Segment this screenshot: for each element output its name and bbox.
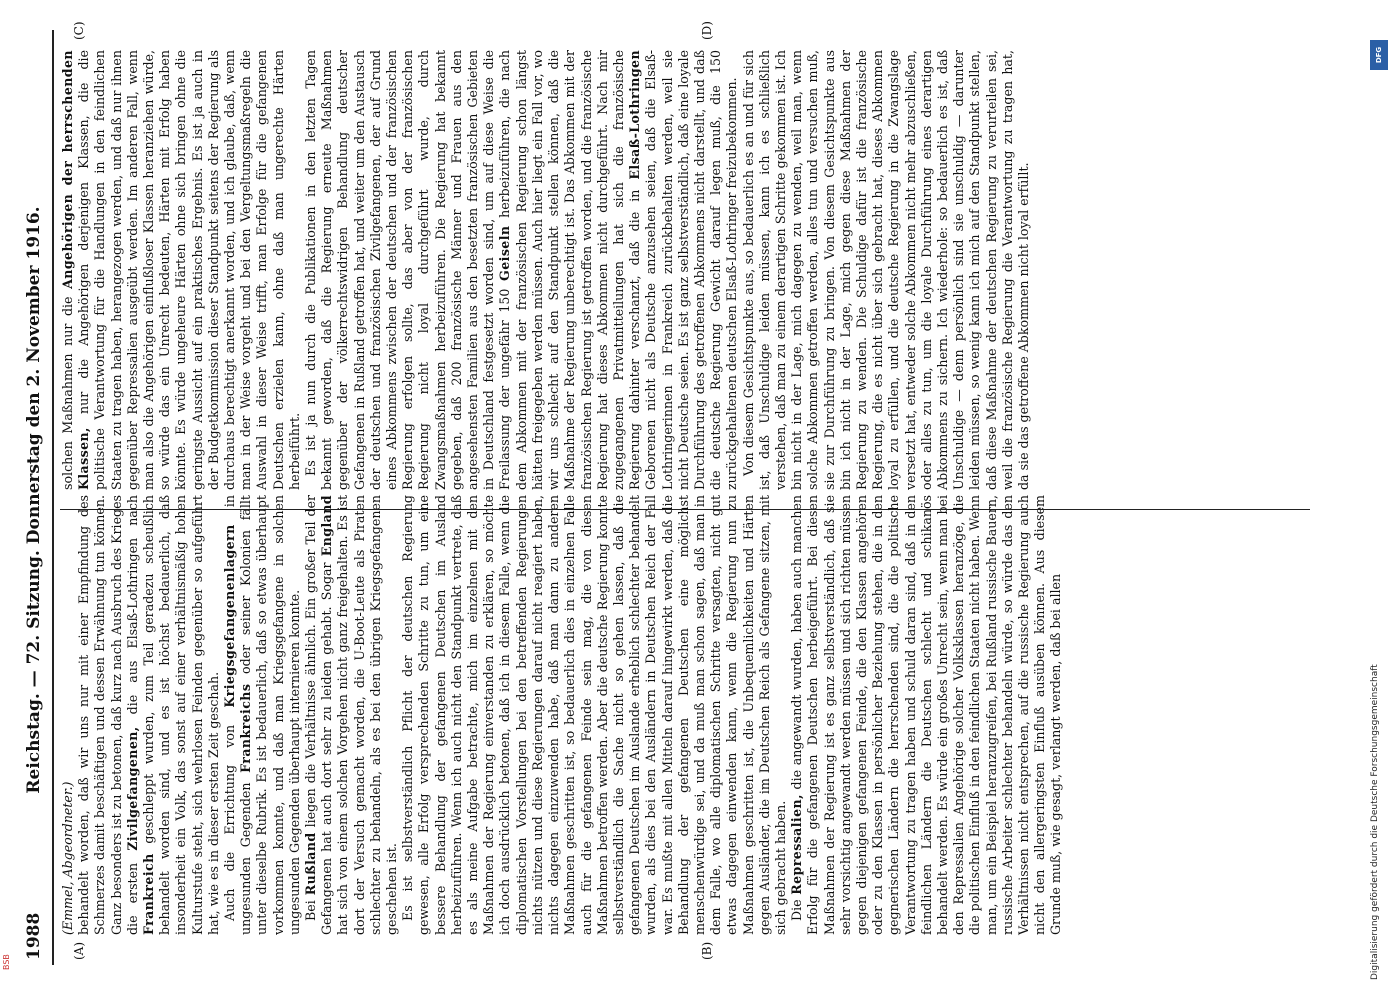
text-run: Auch die Errichtung von (222, 724, 238, 921)
bold-term: Angehörigen der herrschenden Klassen, (60, 50, 92, 490)
margin-letter-d: (D) (700, 21, 714, 40)
paragraph: Es ist selbstverständlich Pflicht der deutschen Regierung gewesen, alle Erfolg versprechenden Schritte zu tun, um eine bessere Behandlung der gefangenen Deutschen im Ausland herbeizuführen. Wenn ich auch nicht den Standpunkt vertrete, daß es als meine Aufgabe betrachte, mich im einzelnen mit den Maßnahmen der Regierung einverstanden zu erklären, so möchte ich doch ausdrücklich betonen, daß ich in diesem Falle, wenn die diplomatischen Vorstellungen bei den betreffenden Regierungen nichts nützen und diese Regierungen darauf nicht reagiert haben, nichts dagegen einzuwenden habe, daß man dann zu anderen Maßnahmen geschritten ist, so bedauerlich dies in einzelnen Falle auch für die gefangenen Feinde sein mag, die von diesen Maßnahmen betroffen werden. Aber die deutsche Regierung konnte selbstverständlich die Sache nicht so gehen lassen, daß die gefangenen Deutschen im Auslande erheblich schlechter behandelt wurden, als dies bei den Ausländern in Deutschen Reich der Fall war. Es mußte mit allen Mitteln darauf hingewirkt werden, daß die Behandlung der gefangenen Deutschen eine möglichst menschenwürdige sei, und da muß man schon sagen, daß man in dem Falle, wo alle diplomatischen Schritte versagten, nicht gut etwas dagegen einwenden kann, wenn die Regierung nun zu Maßnahmen geschritten ist, die Unbequemlichkeiten und Härten gegen Ausländer, die im Deutschen Reich als Gefangene sitzen, mit sich gebracht haben. (400, 495, 788, 935)
paragraph (303, 495, 400, 935)
text-run: liegen die Verhältnisse ähnlich. Ein großer Teil der Gefangenen hat auch dort sehr zu leiden gehabt. Sogar (303, 495, 335, 935)
text-run: geschleppt wurden, zum Teil geradezu scheußlich behandelt worden sind, und es ist höchst bedauerlich, daß insonderheit ein Volk, das sonst auf einer verhältnismäßig hohen Kulturstufe steht, sich wehrlosen Feinden gegenüber so aufgeführt hat, wie es in dieser ersten Zeit geschah. (141, 495, 221, 935)
running-title: Reichstag. — 72. Sitzung. Donnerstag den 2. November 1916. (24, 206, 44, 794)
text-run: Geborenen nicht als Deutsche anzusehen seien, daß die Elsaß-Lothringerinnen in Frankreich zurückbehalten werden, weil sie nicht Deutsche seien. Es ist ganz selbstverständlich, daß eine loyale Durchführung des getroffenen Abkommens nicht darstellt, und daß die deutsche Regierung Gewicht darauf legen muß, die 150 zurückgehaltenen deutschen Elsaß-Lothringer freizubekommen. (643, 50, 740, 490)
paragraph (76, 495, 222, 935)
paragraph (60, 50, 303, 490)
bold-term: Frankreichs (238, 683, 254, 773)
bold-term: Geiseln (497, 225, 513, 281)
text-run: behandelt worden, daß wir uns nur mit einer Empfindung des Schmerzes damit beschäftigen und dessen Erwähnung tun können. Ganz besonders ist zu betonen, daß kurz nach Ausbruch des Krieges die ersten (76, 495, 140, 935)
text-run: die aus Elsaß-Lothringen nach (124, 495, 140, 715)
bold-term: Zivilgefangenen, (124, 726, 140, 851)
left-column (60, 495, 1065, 935)
paragraph (789, 495, 1064, 935)
bold-term: Kriegsgefangenenlagern (222, 524, 238, 708)
paragraph (303, 50, 740, 490)
dfg-logo (1370, 40, 1388, 70)
text-run: solchen Maßnahmen nur die (60, 296, 75, 490)
bold-term: England (319, 495, 335, 557)
text-run: nur die Angehörigen derjenigen Klassen, die die politische Verantwortung für die Handlungen in den feindlichen Staaten zu tragen haben, herangezogen werden, und daß nur ihnen gegenüber Repressalien ausgeübt werden. Im anderen Fall, wenn man also die Angehörigen einflußloser Klassen heranziehen würde, so würde das ein Unrecht bedeuten, Härten mit Erfolg haben könnte. Es würde ungeheure Härten ohne sich bringen ohne die geringste Aussicht auf ein praktisches Ergebnis. Es ist ja auch in der Budgetkommission dieser Standpunkt seitens der Regierung als durchaus berechtigt anerkannt worden, und ich glaube, daß, wenn man in der Weise vorgeht und bei den Vergeltungsmaßregeln die Auswahl in dieser Weise trifft, man Erfolge für die gefangenen Deutschen erzielen kann, ohne daß man ungerechte Härten herbeiführt. (76, 50, 302, 490)
bold-term: Frankreich (141, 853, 157, 935)
paragraph (222, 495, 303, 935)
bold-term: Rußland (303, 832, 319, 896)
text-run: in ungesunden Gegenden (222, 494, 254, 935)
page-number: 1988 (24, 912, 44, 960)
text-run: Bei (303, 900, 319, 921)
right-column (60, 50, 1032, 490)
text-run: Es ist ja nun durch die Publikationen in den letzten Tagen bekannt geworden, daß die Regierung erneute Maßnahmen gegenüber der völkerrechtswidrigen Behandlung deutscher Gefangenen in Rußland getroffen hat, und weiter um den Austausch der deutschen und französischen Zivilgefangenen, der auf Grund eines Abkommens zwischen der deutschen und der französischen Regierung erfolgen sollte, das aber von der französischen Regierung nicht loyal durchgeführt wurde, durch Zwangsmaßnahmen herbeizuführen. Die Regierung hat bekannt gegeben, daß 200 französische Männer und Frauen aus den angesehensten Familien aus den besetzten französischen Gebieten in Deutschland festgesetzt worden sind, um auf diese Weise die Freilassung der ungefähr 150 (303, 50, 513, 490)
bold-term: Repressalien, (789, 794, 805, 895)
bsb-watermark: BSB (2, 954, 11, 970)
paragraph: Von diesem Gesichtspunkte aus, so bedauerlich es an und für sich ist, daß Unschuldige leiden müssen, kann ich es schließlich verstehen, daß man zu einem derartigen Schritte gekommen ist. Ich bin nicht in der Lage, mich dagegen zu wenden, weil man, wenn solche Abkommen getroffen werden, alles tun und versuchen muß, sie zur Durchführung zu bringen. Von diesem Gesichtspunkte aus bin ich nicht in der Lage, mich gegen diese Maßnahmen der Regierung zu wenden. Die Schuldige dafür ist die französische Regierung, die es nicht über sich gebracht hat, dieses Abkommen loyal zu erfüllen, und die deutsche Regierung in die Zwangslage versetzt hat, entweder solche Abkommen nicht mehr abzuschließen, oder alles zu tun, um die loyale Durchführung eines derartigen Abkommens zu sichern. Ich wiederhole: so bedauerlich es ist, daß Unschuldige — denn persönlich sind sie unschuldig — darunter leiden müssen, so wenig kann ich mich auf den Standpunkt stellen, daß diese Maßnahme der deutschen Regierung zu verurteilen sei, weil die französische Regierung die Verantwortung zu tragen hat, da sie das getroffene Abkommen nicht loyal erfüllt. (740, 50, 1031, 490)
text-run: herbeizuführen, die nach dem Abkommen mit der französischen Regierung schon längst hätten freigegeben werden müssen. Auch hier liegt ein Fall vor, wo wir uns schlecht auf den Standpunkt stellen können, daß die Maßnahme der Regierung unberechtigt ist. Das Abkommen mit der französischen Regierung ist getroffen worden, und die französische Regierung hat dieses Abkommen nicht durchgeführt. Nach mir zugegangenen Privatmitteilungen hat sich die französische Regierung dahinter verschanzt, daß die in (497, 50, 643, 490)
margin-letter-b: (B) (700, 941, 714, 960)
text-run: Die (789, 899, 805, 921)
speaker-name: (Emmel, Abgeordneter.) (60, 781, 75, 935)
text-run: hat sich von einem solchen Vorgehen nicht ganz freigehalten. Es ist dort der Versuch gemacht worden, die U-Boot-Leute als Piraten schlechter zu behandeln, als es bei den übrigen Kriegsgefangenen geschehen ist. (335, 495, 400, 935)
margin-letter-c: (C) (72, 21, 86, 40)
digitization-credit: Digitalisierung gefördert durch die Deutsche Forschungsgemeinschaft (1370, 664, 1380, 980)
page-header (20, 40, 50, 960)
speaker-line (60, 495, 76, 935)
margin-letter-a: (A) (72, 941, 86, 960)
text-run: die angewandt wurden, haben auch manchen Erfolg für die gefangenen Deutschen herbeigeführt. Bei diesen Maßnahmen der Regierung ist es ganz selbstverständlich, daß sie sehr vorsichtig angewandt werden müssen und sich richten müssen gegen diejenigen gefangenen Feinde, die den Klassen angehören oder zu den Klassen in persönlicher Beziehung stehen, die in den gegnerischen Ländern die herrschenden sind, die die politische Verantwortung zu tragen haben und schuld daran sind, daß in den feindlichen Ländern die Deutschen schlecht und schikanös behandelt werden. Es würde ein großes Unrecht sein, wenn man bei den Repressalien Angehörige solcher Volksklassen heranzöge, die die politischen Einfluß in den feindlichen Staaten nicht haben. Wenn man, um ein Beispiel heranzugreifen, bei Rußland russische Bauern, russische Arbeiter schlechter behandeln würde, so würde das den Verhältnissen nicht entsprechen, auf die russische Regierung auch nicht den allergeringsten Einfluß ausüben können. Aus diesem Grunde muß, wie gesagt, verlangt werden, daß bei allen (789, 495, 1064, 935)
bold-term: Elsaß-Lothringen (627, 50, 643, 180)
header-rule (52, 30, 54, 965)
text-run: oder seiner Kolonien fällt unter dieselbe Rubrik. Es ist bedauerlich, daß so etwas überhaupt vorkommen konnte, und daß man Kriegsgefangene in solchen ungesunden Gegenden überhaupt internieren konnte. (238, 495, 302, 935)
column-divider (60, 509, 1310, 510)
dfg-logo-text: DFG (1375, 46, 1383, 64)
